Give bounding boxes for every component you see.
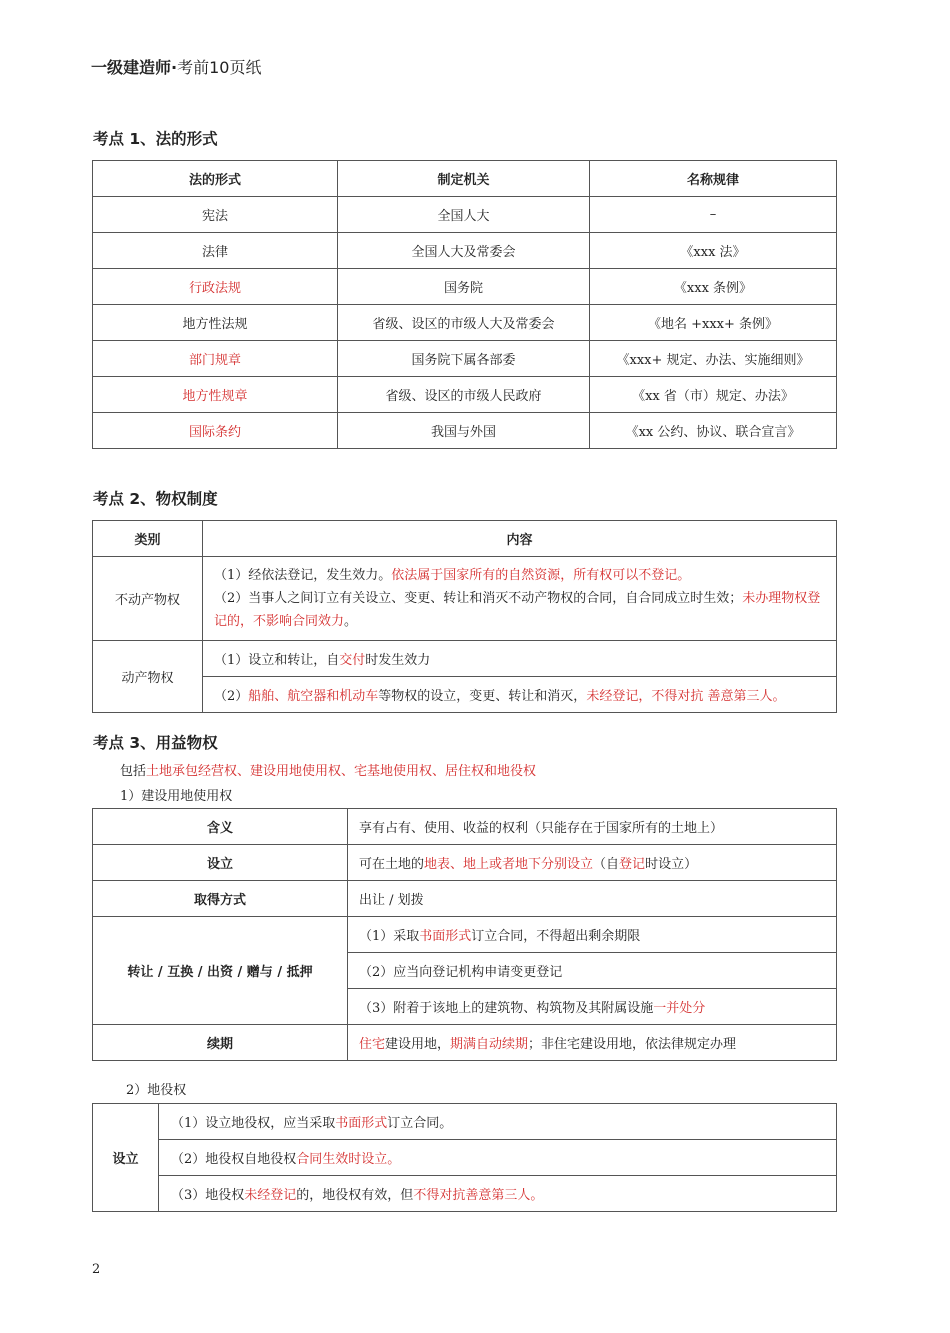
subsection-title: 2）地役权	[126, 1083, 187, 1098]
naming-pattern-cell: 《xxx 条例》	[590, 269, 837, 305]
highlight-span: 一并处分	[653, 1001, 706, 1016]
row-content-cell	[348, 1025, 837, 1061]
table-row	[93, 1104, 837, 1140]
section-3-intro	[120, 760, 536, 779]
header-title-bold: 一级建造师	[91, 58, 172, 77]
subsection-title: 1）建设用地使用权	[120, 789, 233, 804]
row-content-cell: 享有占有、使用、收益的权利（只能存在于国家所有的土地上）	[348, 809, 837, 845]
law-forms-table	[92, 160, 837, 449]
enacting-organ-cell: 全国人大	[338, 197, 590, 233]
enacting-organ-cell: 我国与外国	[338, 413, 590, 449]
law-form-cell-highlighted: 地方性规章	[93, 377, 338, 413]
row-label-cell: 设立	[93, 845, 348, 881]
table-row	[93, 641, 837, 677]
text-span: 建设用地，	[385, 1037, 451, 1052]
row-label-cell: 取得方式	[93, 881, 348, 917]
enacting-organ-cell: 全国人大及常委会	[338, 233, 590, 269]
law-form-cell-highlighted: 部门规章	[93, 341, 338, 377]
row-label-cell: 转让 / 互换 / 出资 / 赠与 / 抵押	[93, 917, 348, 1025]
text-span: （1）设立地役权，应当采取	[171, 1116, 336, 1131]
text-span: （自	[593, 857, 620, 872]
row-content-cell	[159, 1104, 837, 1140]
row-content-cell	[159, 1176, 837, 1212]
text-span: （3）地役权	[171, 1188, 245, 1203]
row-label-cell: 设立	[93, 1104, 159, 1212]
highlight-span: 合同生效时设立。	[296, 1152, 401, 1167]
table-row	[93, 269, 837, 305]
column-header: 制定机关	[338, 161, 590, 197]
table-row	[93, 809, 837, 845]
enacting-organ-cell: 国务院	[338, 269, 590, 305]
table-row	[93, 1140, 837, 1176]
text-span: 可在土地的	[359, 857, 425, 872]
highlight-span: 依法属于国家所有的自然资源，所有权可以不登记。	[391, 568, 691, 583]
content-cell	[203, 641, 837, 677]
table-row	[93, 233, 837, 269]
highlight-span: 土地承包经营权、建设用地使用权、宅基地使用权、居住权和地役权	[146, 764, 537, 779]
column-header: 法的形式	[93, 161, 338, 197]
highlight-span: 登记	[619, 857, 646, 872]
content-cell	[203, 677, 837, 713]
table-header-row	[93, 161, 837, 197]
text-span: 订立合同。	[387, 1116, 453, 1131]
text-span: （1）经依法登记，发生效力。	[214, 568, 392, 583]
content-line	[214, 564, 828, 587]
table-header-row	[93, 521, 837, 557]
enacting-organ-cell: 省级、设区的市级人大及常委会	[338, 305, 590, 341]
row-content-cell	[348, 845, 837, 881]
naming-pattern-cell: 《地名 +xxx+ 条例》	[590, 305, 837, 341]
highlight-span: 未办理物权登记的，不影响合同效力	[214, 591, 821, 629]
construction-land-table	[92, 808, 837, 1061]
law-form-cell: 法律	[93, 233, 338, 269]
column-header: 内容	[203, 521, 837, 557]
table-row	[93, 677, 837, 713]
text-span: 订立合同，不得超出剩余期限	[471, 929, 641, 944]
header-separator: ·	[171, 58, 178, 77]
text-span: ；非住宅建设用地，依法律规定办理	[528, 1037, 737, 1052]
table-row	[93, 341, 837, 377]
table-row	[93, 413, 837, 449]
naming-pattern-cell: –	[590, 197, 837, 233]
page-header	[91, 55, 261, 78]
table-row	[93, 1176, 837, 1212]
naming-pattern-cell: 《xxx+ 规定、办法、实施细则》	[590, 341, 837, 377]
section-3-title: 考点 3、用益物权	[93, 734, 218, 752]
column-header: 名称规律	[590, 161, 837, 197]
text-span: 时发生效力	[365, 653, 431, 668]
text-span: 时设立）	[645, 857, 698, 872]
category-cell: 动产物权	[93, 641, 203, 713]
easement-table	[92, 1103, 837, 1212]
text-span: 。	[344, 614, 358, 629]
property-rights-table	[92, 520, 837, 713]
row-content-cell: （2）应当向登记机构申请变更登记	[348, 953, 837, 989]
text-span: （1）设立和转让，自	[214, 653, 340, 668]
section-1-title: 考点 1、法的形式	[93, 130, 218, 148]
text-span: （2）当事人之间订立有关设立、变更、转让和消灭不动产物权的合同，自合同成立时生效；	[214, 591, 743, 606]
row-label-cell: 含义	[93, 809, 348, 845]
enacting-organ-cell: 国务院下属各部委	[338, 341, 590, 377]
law-form-cell: 宪法	[93, 197, 338, 233]
table-row	[93, 305, 837, 341]
text-span: （3）附着于该地上的建筑物、构筑物及其附属设施	[359, 1001, 654, 1016]
text-span: 等物权的设立，变更、转让和消灭，	[378, 689, 587, 704]
row-content-cell: 出让 / 划拨	[348, 881, 837, 917]
highlight-span: 不得对抗善意第三人。	[413, 1188, 544, 1203]
table-row	[93, 557, 837, 641]
table-row	[93, 917, 837, 953]
highlight-span: 住宅	[359, 1037, 386, 1052]
content-line	[214, 587, 828, 633]
row-label-cell: 续期	[93, 1025, 348, 1061]
table-row	[93, 377, 837, 413]
law-form-cell-highlighted: 国际条约	[93, 413, 338, 449]
enacting-organ-cell: 省级、设区的市级人民政府	[338, 377, 590, 413]
page-number: 2	[92, 1262, 101, 1277]
naming-pattern-cell: 《xx 省（市）规定、办法》	[590, 377, 837, 413]
highlight-span: 船舶、航空器和机动车	[248, 689, 379, 704]
table-row	[93, 197, 837, 233]
highlight-span: 书面形式	[335, 1116, 388, 1131]
highlight-span: 未经登记，不得对抗 善意第三人。	[586, 689, 786, 704]
text-span: 的，地役权有效，但	[296, 1188, 414, 1203]
naming-pattern-cell: 《xxx 法》	[590, 233, 837, 269]
naming-pattern-cell: 《xx 公约、协议、联合宣言》	[590, 413, 837, 449]
table-row	[93, 845, 837, 881]
highlight-span: 期满自动续期	[450, 1037, 529, 1052]
category-cell: 不动产物权	[93, 557, 203, 641]
text-span: （1）采取	[359, 929, 420, 944]
table-row	[93, 881, 837, 917]
law-form-cell-highlighted: 行政法规	[93, 269, 338, 305]
table-row	[93, 1025, 837, 1061]
row-content-cell	[159, 1140, 837, 1176]
header-title-light: 考前10页纸	[177, 58, 262, 77]
law-form-cell: 地方性法规	[93, 305, 338, 341]
highlight-span: 交付	[339, 653, 366, 668]
section-2-title: 考点 2、物权制度	[93, 490, 218, 508]
highlight-span: 未经登记	[244, 1188, 297, 1203]
highlight-span: 书面形式	[419, 929, 472, 944]
text-span: （2）	[214, 689, 249, 704]
row-content-cell	[348, 989, 837, 1025]
text-span: （2）地役权自地役权	[171, 1152, 297, 1167]
column-header: 类别	[93, 521, 203, 557]
text-span: 包括	[120, 764, 147, 779]
highlight-span: 地表、地上或者地下分别设立	[424, 857, 594, 872]
row-content-cell	[348, 917, 837, 953]
content-cell	[203, 557, 837, 641]
